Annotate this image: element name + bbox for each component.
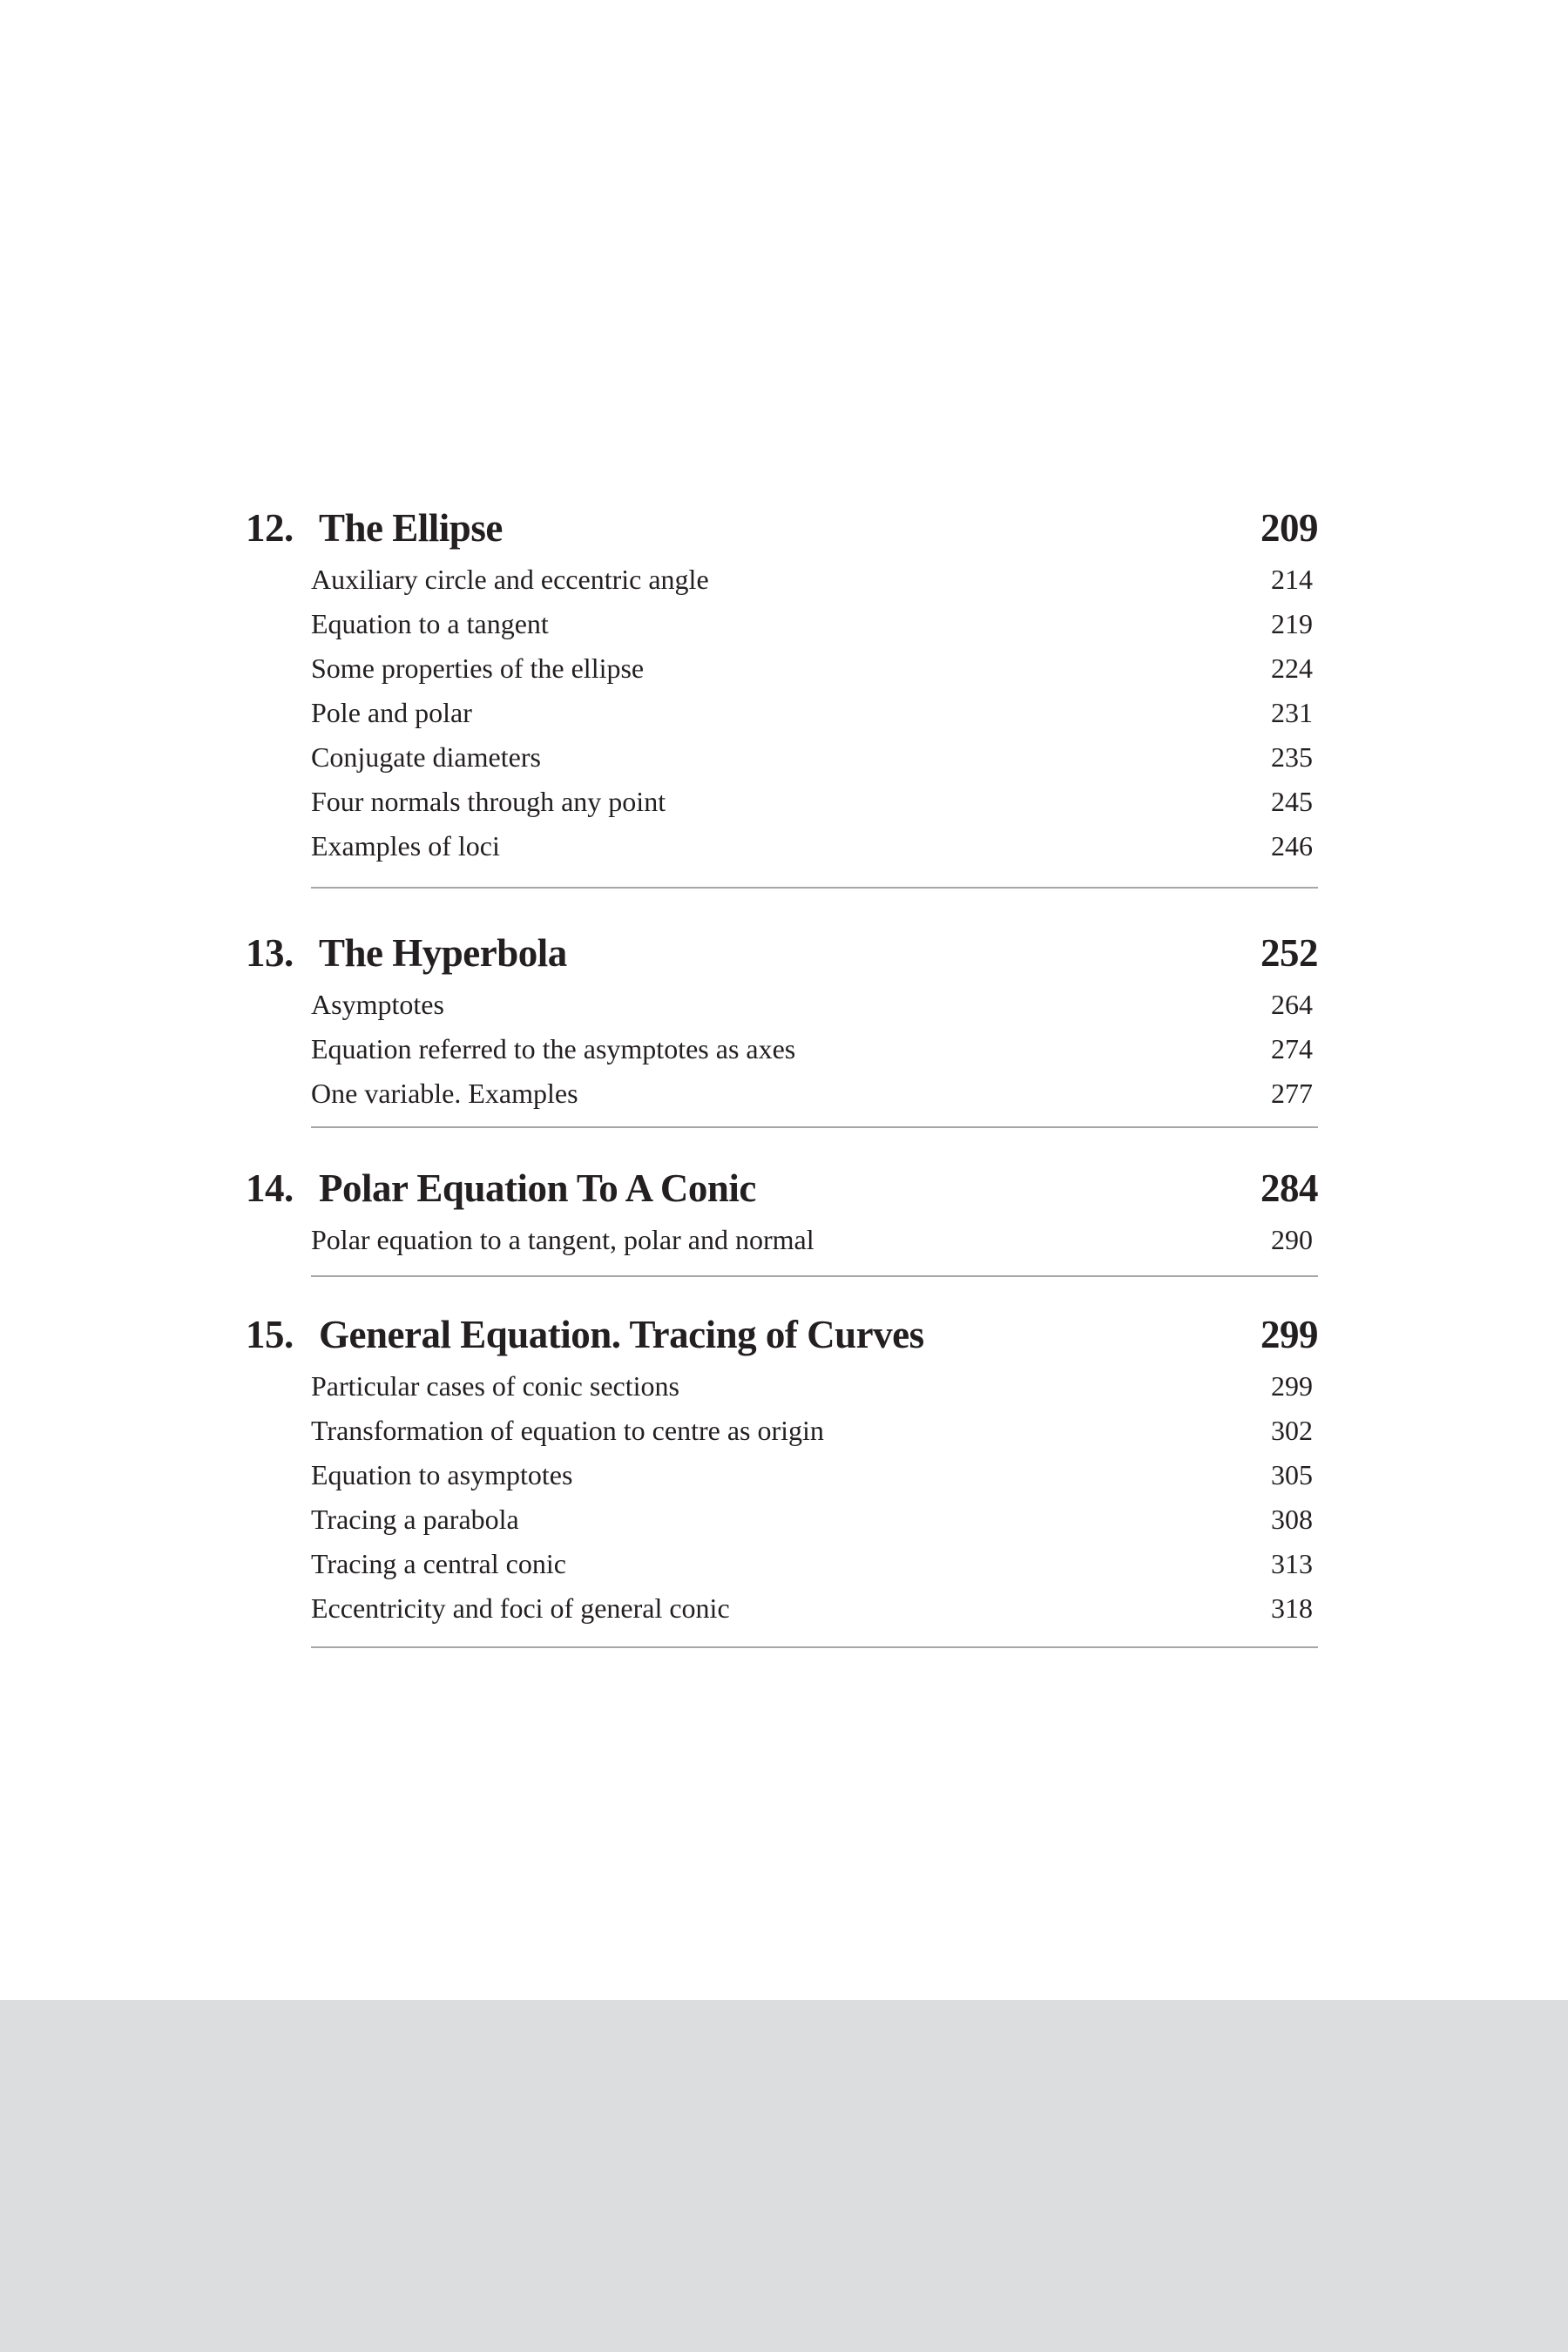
section-title: Four normals through any point xyxy=(311,786,666,817)
section-list xyxy=(0,1364,1568,1631)
section-page-number: 302 xyxy=(1271,1415,1313,1446)
section-page-number: 214 xyxy=(1271,564,1313,595)
divider xyxy=(311,1275,1318,1277)
divider xyxy=(311,887,1318,889)
section-title: Tracing a parabola xyxy=(311,1504,519,1535)
section-entry xyxy=(0,1071,1568,1116)
section-page-number: 299 xyxy=(1271,1370,1313,1402)
section-list xyxy=(0,983,1568,1116)
section-entry xyxy=(0,1218,1568,1262)
section-page-number: 245 xyxy=(1271,786,1313,817)
chapter-number: 12. xyxy=(246,506,294,550)
chapter-page-number: 209 xyxy=(1260,506,1318,550)
section-title: Pole and polar xyxy=(311,697,472,728)
section-entry xyxy=(0,735,1568,780)
section-page-number: 277 xyxy=(1271,1078,1313,1109)
section-page-number: 308 xyxy=(1271,1504,1313,1535)
section-entry xyxy=(0,1027,1568,1071)
section-entry xyxy=(0,602,1568,646)
chapter-title: Polar Equation To A Conic xyxy=(319,1166,756,1210)
section-title: Examples of loci xyxy=(311,830,500,862)
chapter-page-number: 252 xyxy=(1260,931,1318,975)
section-entry xyxy=(0,1364,1568,1409)
section-page-number: 235 xyxy=(1271,741,1313,773)
chapter-number: 15. xyxy=(246,1313,294,1356)
section-entry xyxy=(0,691,1568,735)
section-page-number: 246 xyxy=(1271,830,1313,862)
section-entry xyxy=(0,1409,1568,1453)
chapter-page-number: 284 xyxy=(1260,1166,1318,1210)
section-title: Conjugate diameters xyxy=(311,741,541,773)
section-page-number: 318 xyxy=(1271,1592,1313,1624)
section-title: Polar equation to a tangent, polar and normal xyxy=(311,1224,814,1255)
divider xyxy=(311,1646,1318,1648)
chapter-number: 13. xyxy=(246,931,294,975)
section-title: One variable. Examples xyxy=(311,1078,578,1109)
section-entry xyxy=(0,558,1568,602)
section-title: Eccentricity and foci of general conic xyxy=(311,1592,730,1624)
chapter-number: 14. xyxy=(246,1166,294,1210)
chapter-heading xyxy=(0,502,1568,554)
bottom-margin-band xyxy=(0,2000,1568,2352)
section-title: Auxiliary circle and eccentric angle xyxy=(311,564,709,595)
section-title: Equation referred to the asymptotes as axes xyxy=(311,1033,796,1064)
section-page-number: 231 xyxy=(1271,697,1313,728)
chapter-page-number: 299 xyxy=(1260,1313,1318,1356)
section-title: Equation to a tangent xyxy=(311,608,549,639)
section-title: Some properties of the ellipse xyxy=(311,652,645,684)
section-page-number: 274 xyxy=(1271,1033,1313,1064)
section-entry xyxy=(0,983,1568,1027)
section-entry xyxy=(0,824,1568,868)
section-page-number: 313 xyxy=(1271,1548,1313,1579)
section-list xyxy=(0,1218,1568,1262)
section-list xyxy=(0,558,1568,868)
divider xyxy=(311,1126,1318,1128)
section-entry xyxy=(0,1497,1568,1542)
chapter-title: General Equation. Tracing of Curves xyxy=(319,1313,924,1356)
section-entry xyxy=(0,1586,1568,1631)
section-title: Equation to asymptotes xyxy=(311,1459,573,1490)
chapter-title: The Hyperbola xyxy=(319,931,567,975)
section-title: Tracing a central conic xyxy=(311,1548,566,1579)
chapter-heading xyxy=(0,927,1568,979)
section-page-number: 290 xyxy=(1271,1224,1313,1255)
section-entry xyxy=(0,1453,1568,1497)
section-page-number: 224 xyxy=(1271,652,1313,684)
section-page-number: 219 xyxy=(1271,608,1313,639)
section-page-number: 264 xyxy=(1271,989,1313,1020)
section-page-number: 305 xyxy=(1271,1459,1313,1490)
section-entry xyxy=(0,646,1568,691)
chapter-heading xyxy=(0,1308,1568,1361)
section-title: Asymptotes xyxy=(311,989,444,1020)
section-title: Transformation of equation to centre as origin xyxy=(311,1415,824,1446)
chapter-heading xyxy=(0,1162,1568,1214)
chapter-title: The Ellipse xyxy=(319,506,503,550)
section-title: Particular cases of conic sections xyxy=(311,1370,679,1402)
section-entry xyxy=(0,1542,1568,1586)
section-entry xyxy=(0,780,1568,824)
